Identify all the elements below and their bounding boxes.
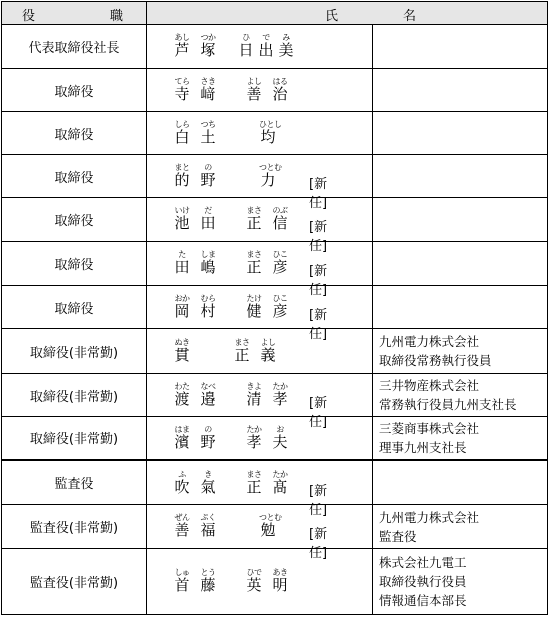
furigana-reading: よし xyxy=(260,338,276,347)
kanji: 勉 xyxy=(260,521,276,539)
new-appointment-label: [新任] xyxy=(309,308,328,342)
name-character xyxy=(245,425,263,451)
kanji: 明 xyxy=(272,576,288,594)
affiliation-cell xyxy=(373,155,548,198)
furigana-reading: よし xyxy=(246,77,262,86)
furigana-reading: たか xyxy=(272,382,288,391)
name-character xyxy=(257,33,275,59)
affiliation-cell xyxy=(373,242,548,286)
table-row xyxy=(2,460,548,505)
affiliation-cell xyxy=(373,286,548,329)
kanji: 彦 xyxy=(272,302,288,320)
kanji: 均 xyxy=(260,128,276,146)
name-character xyxy=(245,470,263,496)
affiliation-cell xyxy=(373,549,548,615)
kanji: 信 xyxy=(272,214,288,232)
furigana-reading: つとむ xyxy=(259,513,282,522)
kanji: 美 xyxy=(278,41,294,59)
name-character xyxy=(199,163,217,189)
kanji: 孝 xyxy=(246,433,262,451)
affiliation-line: 常務執行役員九州支社長 xyxy=(379,397,517,412)
officers-table-wrapper xyxy=(1,1,547,617)
furigana-reading: ぬき xyxy=(174,338,190,347)
name-character xyxy=(173,77,191,103)
new-appointment-label: [新任] xyxy=(309,177,328,211)
affiliation-line: 理事九州支社長 xyxy=(379,439,467,455)
furigana-reading: むら xyxy=(200,294,216,303)
furigana-reading: わた xyxy=(174,382,190,391)
kanji: 正 xyxy=(246,258,262,276)
furigana-reading: み xyxy=(282,33,290,42)
affiliation-cell xyxy=(373,198,548,242)
furigana-reading: しま xyxy=(200,250,216,259)
kanji: 的 xyxy=(174,171,190,189)
officers-table xyxy=(1,1,548,615)
affiliation-cell xyxy=(373,25,548,69)
name-character xyxy=(199,250,217,276)
affiliation-line: 三井物産株式会社 xyxy=(379,378,480,393)
name-character xyxy=(245,250,263,276)
table-row xyxy=(2,329,548,374)
name-character xyxy=(271,425,289,451)
affiliation-cell xyxy=(373,417,548,460)
furigana-reading: あき xyxy=(272,568,288,577)
kanji: 濱 xyxy=(174,433,190,451)
furigana-reading: つとむ xyxy=(259,163,282,172)
affiliation-line: 三菱商事株式会社 xyxy=(379,420,480,436)
furigana-reading: だ xyxy=(204,206,212,215)
affiliation-cell xyxy=(373,112,548,155)
name-character xyxy=(271,206,289,232)
affiliation-line: 取締役執行役員 xyxy=(379,574,467,589)
affiliation-line: 情報通信本部長 xyxy=(379,593,467,608)
kanji: 田 xyxy=(174,258,190,276)
position-cell: 取締役 xyxy=(2,155,147,198)
name-character xyxy=(277,33,295,59)
kanji: 首 xyxy=(174,576,190,594)
kanji: 土 xyxy=(200,128,216,146)
name-character xyxy=(199,425,217,451)
furigana-reading: ひとし xyxy=(259,120,282,129)
furigana-reading: き xyxy=(204,469,212,479)
name-character xyxy=(173,33,191,59)
name-character xyxy=(173,163,191,189)
affiliation-line: 取締役常務執行役員 xyxy=(379,353,492,368)
affiliation-cell xyxy=(373,69,548,112)
name-character xyxy=(199,77,217,103)
name-character xyxy=(259,513,282,539)
furigana-reading: たけ xyxy=(246,294,262,303)
kanji: 氣 xyxy=(200,477,216,496)
kanji: 野 xyxy=(200,433,216,451)
kanji: 髙 xyxy=(272,477,288,496)
kanji: 義 xyxy=(260,346,276,364)
furigana-reading: ふ xyxy=(178,469,186,479)
affiliation-cell xyxy=(373,374,548,417)
furigana-reading: で xyxy=(262,33,270,42)
affiliation-line: 九州電力株式会社 xyxy=(379,334,480,349)
new-appointment-label: [新任] xyxy=(309,396,328,430)
name-character xyxy=(173,338,191,364)
furigana-reading: きよ xyxy=(246,382,262,391)
affiliation-line: 監査役 xyxy=(379,528,417,544)
kanji: 池 xyxy=(174,214,190,232)
name-character xyxy=(259,163,282,189)
name-character xyxy=(173,568,191,594)
new-appointment-label: [新任] xyxy=(309,220,328,254)
kanji: 孝 xyxy=(272,390,288,408)
kanji: 岡 xyxy=(174,302,190,320)
furigana-reading: いけ xyxy=(174,206,190,215)
name-character xyxy=(245,382,263,408)
kanji: 野 xyxy=(200,171,216,189)
furigana-reading: の xyxy=(204,425,212,434)
furigana-reading: あし xyxy=(174,33,190,42)
name-character xyxy=(199,33,217,59)
name-cell xyxy=(147,417,373,460)
kanji: 清 xyxy=(246,390,262,408)
name-cell xyxy=(147,112,373,155)
table-row xyxy=(2,112,548,155)
furigana-reading: のぶ xyxy=(272,206,288,215)
name-character xyxy=(199,513,217,539)
name-character xyxy=(173,470,191,496)
furigana-reading: まさ xyxy=(234,338,250,347)
furigana-reading: しら xyxy=(174,120,190,129)
kanji: 正 xyxy=(234,346,250,364)
furigana-reading: ぷく xyxy=(200,513,216,522)
kanji: 正 xyxy=(246,214,262,232)
kanji: 寺 xyxy=(174,85,190,103)
furigana-reading: ひ xyxy=(242,33,250,42)
table-row xyxy=(2,155,548,198)
kanji: 彦 xyxy=(272,258,288,276)
position-cell: 取締役 xyxy=(2,112,147,155)
affiliation-cell xyxy=(373,505,548,549)
name-character xyxy=(173,206,191,232)
affiliation-line: 株式会社九電工 xyxy=(379,555,467,570)
name-character xyxy=(271,568,289,594)
name-cell xyxy=(147,69,373,112)
name-cell xyxy=(147,286,373,342)
position-cell: 取締役 xyxy=(2,198,147,242)
name-character xyxy=(245,77,263,103)
header-name-char-b: 名 xyxy=(403,9,417,24)
position-cell: 監査役(非常勤) xyxy=(2,549,147,615)
furigana-reading: なべ xyxy=(200,382,216,391)
affiliation-cell xyxy=(373,460,548,505)
kanji: 白 xyxy=(174,128,190,146)
furigana-reading: の xyxy=(204,163,212,172)
kanji: 英 xyxy=(246,576,262,594)
name-character xyxy=(245,206,263,232)
table-row xyxy=(2,505,548,549)
table-row xyxy=(2,25,548,69)
position-cell: 代表取締役社長 xyxy=(2,25,147,69)
furigana-reading: ひこ xyxy=(272,250,288,259)
header-position-char-a: 役 xyxy=(22,9,36,24)
name-character xyxy=(271,77,289,103)
header-position-char-b: 職 xyxy=(110,9,124,24)
kanji: 力 xyxy=(260,171,276,189)
furigana-reading: はま xyxy=(174,425,190,434)
position-cell: 取締役(非常勤) xyxy=(2,329,147,374)
furigana-reading: つか xyxy=(200,33,216,42)
kanji: 貫 xyxy=(174,346,190,364)
furigana-reading: つち xyxy=(200,120,216,129)
kanji: 日 xyxy=(238,41,254,59)
position-cell: 取締役 xyxy=(2,242,147,286)
name-character xyxy=(245,294,263,320)
kanji: 塚 xyxy=(200,41,216,59)
name-character xyxy=(199,382,217,408)
kanji: 善 xyxy=(246,85,262,103)
kanji: 吹 xyxy=(174,477,190,496)
furigana-reading: てら xyxy=(174,77,190,86)
name-character xyxy=(271,250,289,276)
name-character xyxy=(199,294,217,320)
name-cell xyxy=(147,505,373,561)
name-character xyxy=(173,382,191,408)
furigana-reading: まと xyxy=(174,163,190,172)
position-cell: 取締役 xyxy=(2,69,147,112)
kanji: 出 xyxy=(258,41,274,59)
header-name xyxy=(147,2,548,25)
name-character xyxy=(259,338,277,364)
table-body xyxy=(2,25,548,615)
position-cell: 監査役(非常勤) xyxy=(2,505,147,549)
affiliation-cell xyxy=(373,329,548,374)
name-cell xyxy=(147,329,373,374)
name-character xyxy=(271,382,289,408)
furigana-reading: とう xyxy=(200,568,216,577)
name-character xyxy=(245,568,263,594)
furigana-reading: ぜん xyxy=(174,513,190,522)
name-character xyxy=(199,568,217,594)
kanji: 芦 xyxy=(174,41,190,59)
new-appointment-label: [新任] xyxy=(309,527,328,561)
kanji: 村 xyxy=(200,302,216,320)
table-row xyxy=(2,549,548,615)
position-cell: 取締役(非常勤) xyxy=(2,417,147,460)
position-cell: 取締役(非常勤) xyxy=(2,374,147,417)
furigana-reading: たか xyxy=(272,469,288,479)
affiliation-line: 九州電力株式会社 xyxy=(379,509,480,525)
kanji: 正 xyxy=(246,477,262,496)
kanji: 夫 xyxy=(272,433,288,451)
new-appointment-label: [新任] xyxy=(309,483,328,518)
kanji: 田 xyxy=(200,214,216,232)
name-character xyxy=(259,120,282,146)
furigana-reading: しゅ xyxy=(174,568,190,577)
new-appointment-label: [新任] xyxy=(309,264,328,298)
name-character xyxy=(237,33,255,59)
furigana-reading: まさ xyxy=(246,206,262,215)
furigana-reading: はる xyxy=(272,77,288,86)
table-row xyxy=(2,242,548,286)
furigana-reading: ひこ xyxy=(272,294,288,303)
name-cell xyxy=(147,549,373,615)
furigana-reading: まさ xyxy=(246,469,262,479)
furigana-reading: た xyxy=(178,250,186,259)
table-row xyxy=(2,286,548,329)
name-character xyxy=(173,294,191,320)
furigana-reading: まさ xyxy=(246,250,262,259)
name-cell xyxy=(147,242,373,298)
name-character xyxy=(199,206,217,232)
furigana-reading: おか xyxy=(174,294,190,303)
kanji: 善 xyxy=(174,521,190,539)
kanji: 﨑 xyxy=(200,85,216,103)
name-character xyxy=(271,470,289,496)
table-row xyxy=(2,374,548,417)
name-character xyxy=(271,294,289,320)
kanji: 健 xyxy=(246,302,262,320)
kanji: 嶋 xyxy=(200,258,216,276)
table-header-row xyxy=(2,2,548,25)
table-row xyxy=(2,69,548,112)
kanji: 邉 xyxy=(200,390,216,408)
position-cell: 取締役 xyxy=(2,286,147,329)
furigana-reading: さき xyxy=(200,77,216,86)
furigana-reading: ひで xyxy=(246,568,262,577)
kanji: 藤 xyxy=(200,576,216,594)
name-character xyxy=(199,120,217,146)
kanji: 治 xyxy=(272,85,288,103)
header-name-char-a: 氏 xyxy=(325,9,339,24)
name-cell xyxy=(147,198,373,254)
furigana-reading: お xyxy=(276,425,284,434)
name-character xyxy=(173,425,191,451)
furigana-reading: たか xyxy=(246,425,262,434)
kanji: 渡 xyxy=(174,390,190,408)
name-character xyxy=(233,338,251,364)
name-cell xyxy=(147,25,373,69)
table-row xyxy=(2,198,548,242)
name-character xyxy=(199,470,217,496)
position-cell: 監査役 xyxy=(2,460,147,505)
kanji: 福 xyxy=(200,521,216,539)
name-character xyxy=(173,250,191,276)
name-character xyxy=(173,120,191,146)
name-character xyxy=(173,513,191,539)
table-row xyxy=(2,417,548,460)
header-position xyxy=(2,2,147,25)
